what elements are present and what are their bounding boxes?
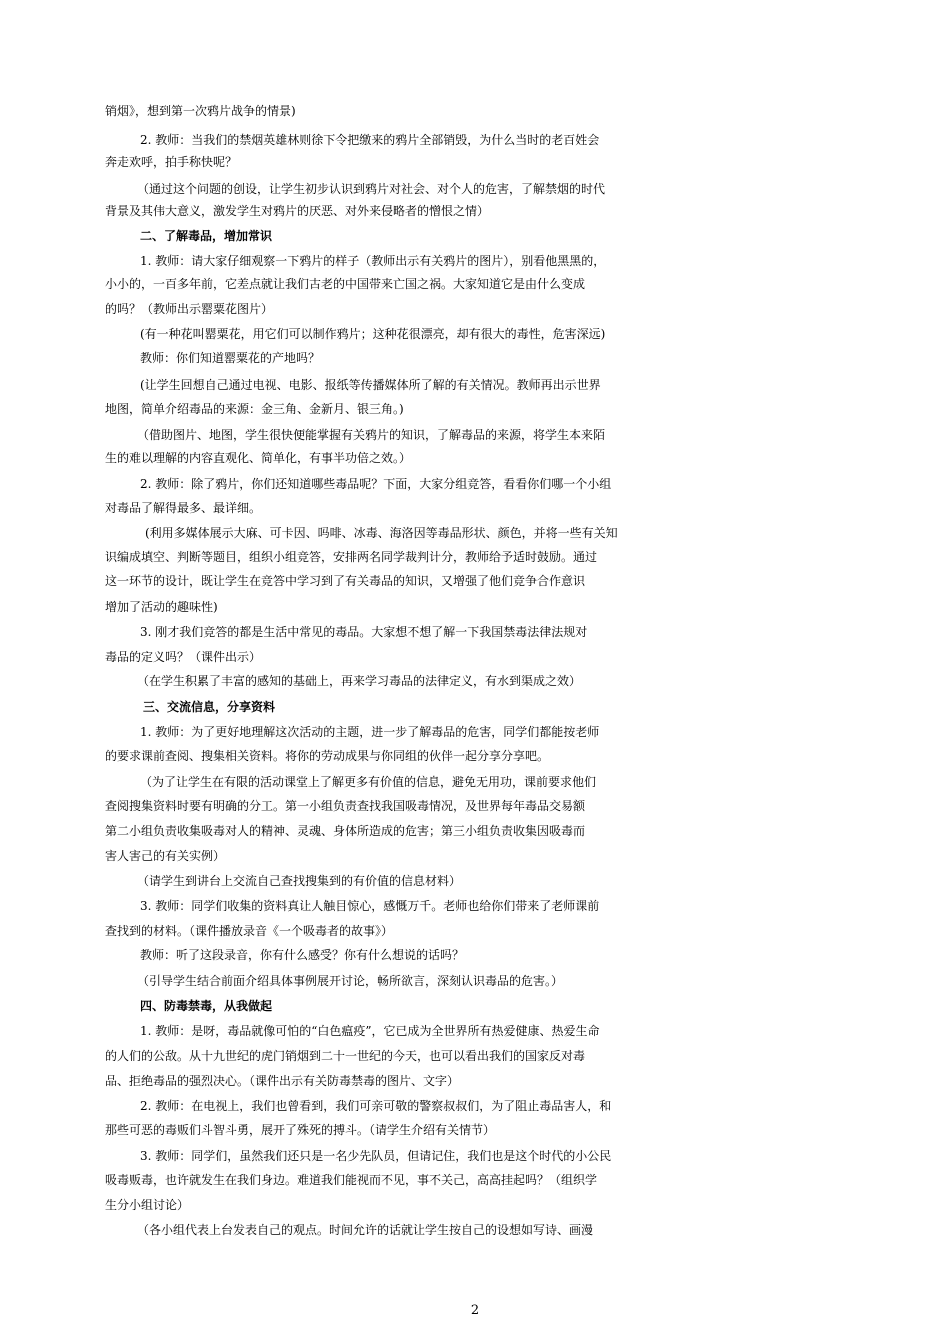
- text-line: 教师：你们知道罂粟花的产地吗？: [140, 351, 321, 365]
- section-heading: 四、防毒禁毒，从我做起: [140, 999, 273, 1013]
- text-line: 1. 教师：是呀，毒品就像可怕的“白色瘟疫”，它已成为全世界所有热爱健康、热爱生命: [140, 1024, 600, 1038]
- text-line: (让学生回想自己通过电视、电影、报纸等传播媒体所了解的有关情况。教师再出示世界: [140, 378, 601, 392]
- text-line: 识编成填空、判断等题目，组织小组竞答，安排两名同学裁判计分，教师给予适时鼓励。通过: [105, 550, 598, 564]
- text-line: 的人们的公敌。从十九世纪的虎门销烟到二十一世纪的今天，也可以看出我们的国家反对毒: [105, 1049, 586, 1063]
- section-heading: 三、交流信息，分享资料: [143, 700, 276, 714]
- page-number: 2: [470, 1303, 480, 1318]
- text-line: （借助图片、地图，学生很快便能掌握有关鸦片的知识，了解毒品的来源，将学生本来陌: [137, 428, 606, 442]
- text-line: 的要求课前查阅、搜集相关资料。将你的劳动成果与你同组的伙伴一起分享分享吧。: [105, 749, 550, 763]
- text-line: 第二小组负责收集吸毒对人的精神、灵魂、身体所造成的危害；第三小组负责收集因吸毒而: [105, 824, 586, 838]
- text-line: 奔走欢呼，拍手称快呢？: [105, 155, 238, 169]
- text-line: （通过这个问题的创设，让学生初步认识到鸦片对社会、对个人的危害，了解禁烟的时代: [137, 182, 606, 196]
- text-line: 害人害己的有关实例）: [105, 849, 226, 863]
- text-line: 3. 教师：同学们，虽然我们还只是一名少先队员，但请记住，我们也是这个时代的小公民: [140, 1149, 612, 1163]
- text-line: 吸毒贩毒，也许就发生在我们身边。难道我们能视而不见，事不关己，高高挂起吗？（组织学: [105, 1173, 598, 1187]
- text-line: 2. 教师：在电视上，我们也曾看到，我们可亲可敬的警察叔叔们，为了阻止毒品害人，和: [140, 1099, 612, 1113]
- text-line: （为了让学生在有限的活动课堂上了解更多有价值的信息，避免无用功，课前要求他们: [140, 775, 597, 789]
- text-line: 查阅搜集资料时要有明确的分工。第一小组负责查找我国吸毒情况，及世界每年毒品交易额: [105, 799, 586, 813]
- text-line: 毒品的定义吗？（课件出示）: [105, 650, 262, 664]
- text-line: 查找到的材料。（课件播放录音《一个吸毒者的故事》）: [105, 924, 394, 938]
- text-line: 小小的，一百多年前，它差点就让我们古老的中国带来亡国之祸。大家知道它是由什么变成: [105, 277, 586, 291]
- text-line: （在学生积累了丰富的感知的基础上，再来学习毒品的法律定义，有水到渠成之效）: [137, 674, 582, 688]
- text-line: 对毒品了解得最多、最详细。: [105, 501, 262, 515]
- text-line: 1. 教师：为了更好地理解这次活动的主题，进一步了解毒品的危害，同学们都能按老师: [140, 725, 600, 739]
- text-line: 背景及其伟大意义，激发学生对鸦片的厌恶、对外来侵略者的憎恨之情）: [105, 204, 490, 218]
- text-line: 生分小组讨论）: [105, 1198, 190, 1212]
- text-line: 2. 教师：除了鸦片，你们还知道哪些毒品呢？下面，大家分组竞答，看看你们哪一个小组: [140, 477, 612, 491]
- text-line: 2. 教师：当我们的禁烟英雄林则徐下令把缴来的鸦片全部销毁，为什么当时的老百姓会: [140, 133, 600, 147]
- text-line: 增加了活动的趣味性): [105, 600, 218, 614]
- text-line: （各小组代表上台发表自己的观点。时间允许的话就让学生按自己的设想如写诗、画漫: [137, 1223, 594, 1237]
- text-line: (有一种花叫罂粟花，用它们可以制作鸦片；这种花很漂亮，却有很大的毒性，危害深远): [140, 327, 606, 341]
- text-line: （请学生到讲台上交流自己查找搜集到的有价值的信息材料）: [137, 874, 462, 888]
- text-line: 那些可恶的毒贩们斗智斗勇，展开了殊死的搏斗。（请学生介绍有关情节）: [105, 1123, 496, 1137]
- section-heading: 二、了解毒品，增加常识: [140, 229, 273, 243]
- text-line: 生的难以理解的内容直观化、简单化，有事半功倍之效。）: [105, 451, 412, 465]
- text-line: 1. 教师：请大家仔细观察一下鸦片的样子（教师出示有关鸦片的图片），别看他黑黑的，: [140, 254, 606, 268]
- text-line: (利用多媒体展示大麻、可卡因、吗啡、冰毒、海洛因等毒品形状、颜色，并将一些有关知: [145, 526, 618, 540]
- text-line: 销烟》，想到第一次鸦片战争的情景): [105, 104, 296, 118]
- text-line: 地图，简单介绍毒品的来源：金三角、金新月、银三角。): [105, 402, 404, 416]
- text-line: 3. 刚才我们竞答的都是生活中常见的毒品。大家想不想了解一下我国禁毒法律法规对: [140, 625, 588, 639]
- text-line: 这一环节的设计，既让学生在竞答中学习到了有关毒品的知识，又增强了他们竞争合作意识: [105, 574, 586, 588]
- text-line: 3. 教师：同学们收集的资料真让人触目惊心，感慨万千。老师也给你们带来了老师课前: [140, 899, 600, 913]
- text-line: 品、拒绝毒品的强烈决心。（课件出示有关防毒禁毒的图片、文字）: [105, 1074, 460, 1088]
- text-line: 的吗？（教师出示罂粟花图片）: [105, 302, 274, 316]
- text-line: （引导学生结合前面介绍具体事例展开讨论，畅所欲言，深刻认识毒品的危害。）: [137, 974, 564, 988]
- text-line: 教师：听了这段录音，你有什么感受？你有什么想说的话吗？: [140, 948, 465, 962]
